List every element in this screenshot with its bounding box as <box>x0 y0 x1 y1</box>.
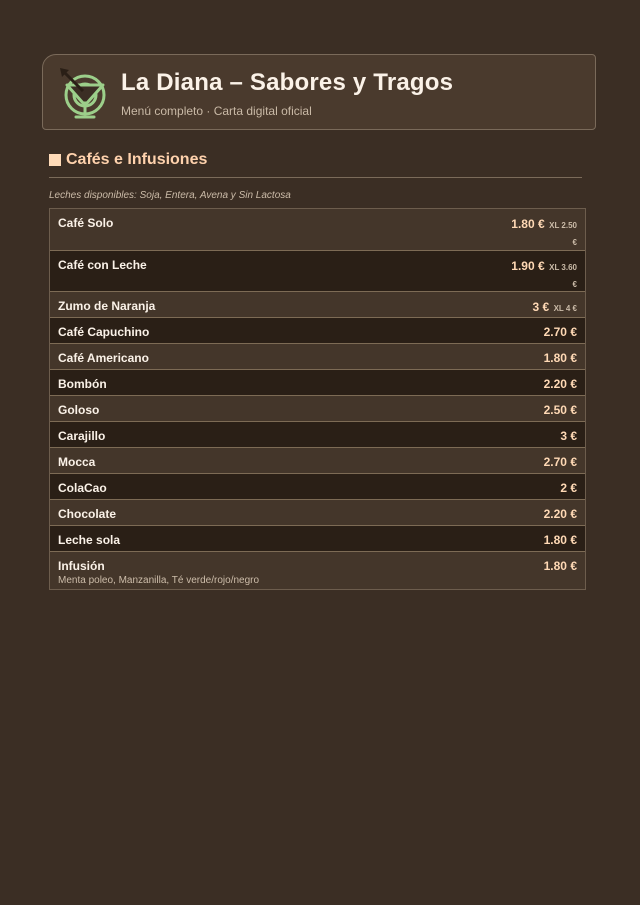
item-name: Café Solo <box>58 216 114 230</box>
section-header <box>49 151 582 178</box>
item-xl-unit: € <box>572 238 577 247</box>
item-description: Menta poleo, Manzanilla, Té verde/rojo/negro <box>58 575 260 586</box>
section-title: Cafés e Infusiones <box>66 151 208 168</box>
menu-item <box>50 343 585 369</box>
menu-item <box>50 447 585 473</box>
item-xl-unit: € <box>572 280 577 289</box>
item-price: 2.50 € <box>543 403 577 417</box>
item-price <box>507 216 577 250</box>
item-price: 2 € <box>560 481 577 495</box>
item-price: 2.20 € <box>543 377 577 391</box>
item-name: Mocca <box>58 455 96 469</box>
item-name: ColaCao <box>58 481 107 495</box>
item-price: 2.20 € <box>543 507 577 521</box>
item-name: Zumo de Naranja <box>58 299 156 313</box>
menu-item <box>50 525 585 551</box>
menu-item <box>50 395 585 421</box>
item-name: Infusión <box>58 559 105 573</box>
menu-item <box>50 291 585 317</box>
item-name: Café Capuchino <box>58 325 150 339</box>
item-price: 3 € <box>560 429 577 443</box>
item-price: 1.80 € <box>543 559 577 573</box>
section-square-icon <box>49 154 61 166</box>
item-xl-price: XL 4 € <box>553 304 577 313</box>
item-price: 2.70 € <box>543 455 577 469</box>
menu-item <box>50 499 585 525</box>
item-price <box>507 299 577 316</box>
menu-item <box>50 421 585 447</box>
item-price-value: 3 € <box>532 300 550 314</box>
item-name: Leche sola <box>58 533 121 547</box>
restaurant-subtitle: Menú completo · Carta digital oficial <box>121 104 312 118</box>
menu-list <box>49 208 586 590</box>
item-name: Café Americano <box>58 351 149 365</box>
item-price-value: 1.80 € <box>511 217 545 231</box>
menu-item <box>50 551 585 589</box>
item-price <box>507 258 577 292</box>
item-price: 2.70 € <box>543 325 577 339</box>
menu-item <box>50 369 585 395</box>
item-name: Café con Leche <box>58 258 147 272</box>
menu-item <box>50 209 585 250</box>
menu-header <box>42 54 596 130</box>
item-price-value: 1.90 € <box>511 259 545 273</box>
item-price: 1.80 € <box>543 533 577 547</box>
restaurant-title: La Diana – Sabores y Tragos <box>121 69 454 96</box>
menu-item <box>50 250 585 291</box>
item-price: 1.80 € <box>543 351 577 365</box>
item-xl-price: XL 2.50 <box>549 221 577 230</box>
item-name: Carajillo <box>58 429 106 443</box>
item-xl-price: XL 3.60 <box>549 263 577 272</box>
milk-options-note: Leches disponibles: Soja, Entera, Avena y Sin Lactosa <box>49 190 291 201</box>
item-name: Goloso <box>58 403 100 417</box>
menu-item <box>50 317 585 343</box>
item-name: Chocolate <box>58 507 117 521</box>
item-name: Bombón <box>58 377 107 391</box>
cocktail-target-icon <box>57 65 113 121</box>
menu-item <box>50 473 585 499</box>
